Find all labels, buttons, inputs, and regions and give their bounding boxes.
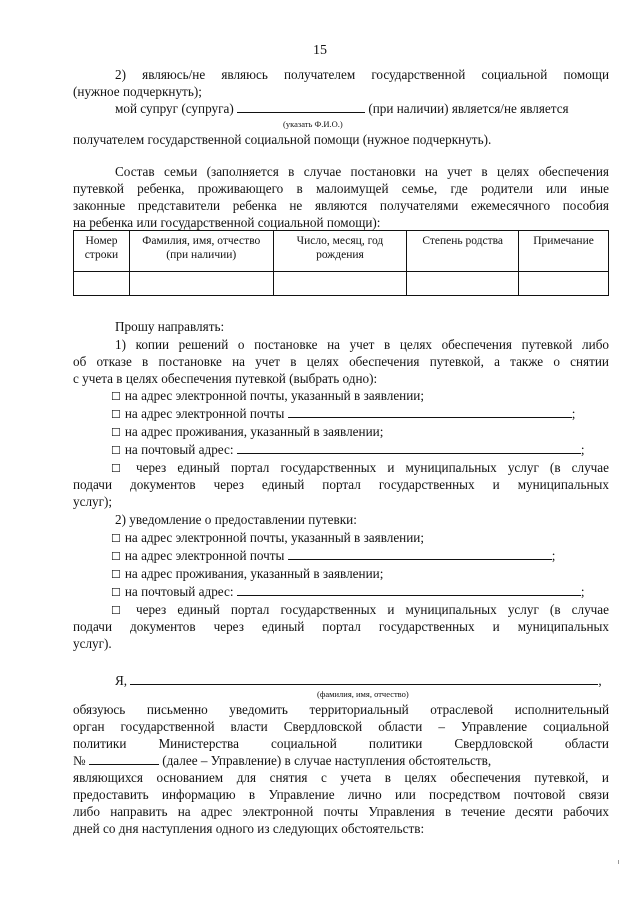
cell-relationship[interactable]	[407, 272, 519, 296]
item1-line-1: 1) копии решений о постановке на учет в целях обеспечения путевкой либо	[115, 337, 609, 352]
item2-option-email-in-app[interactable]: ☐ на адрес электронной почты, указанный в заявлении;	[111, 530, 425, 545]
family-table	[73, 230, 609, 296]
item1-option-portal[interactable]: ☐ через единый портал государственных и муниципальных услуг (в случае	[111, 460, 609, 475]
checkbox-icon[interactable]: ☐	[111, 533, 121, 545]
item1-portal-line-2: подачи документов через единый портал государственных и муниципальных	[73, 477, 609, 492]
request-title: Прошу направлять:	[115, 319, 225, 334]
cell-birth-date[interactable]	[273, 272, 407, 296]
item2-option-postal[interactable]: ☐ на почтовый адрес: ;	[111, 584, 585, 599]
obligation-i-line: Я, ,	[115, 673, 602, 688]
family-table-header	[74, 231, 609, 272]
obligation-line-1: обязуюсь письменно уведомить территориальный отраслевой исполнительный	[73, 702, 609, 717]
item2-option-email[interactable]: ☐ на адрес электронной почты ;	[111, 548, 556, 563]
applicant-name-field[interactable]	[130, 672, 598, 685]
obligation-line-5: являющихся основанием для снятия с учета в целях обеспечения путевкой, и	[73, 770, 609, 785]
postal-address-field[interactable]	[237, 441, 581, 454]
obligation-i: Я,	[115, 673, 128, 688]
cell-full-name[interactable]	[129, 272, 273, 296]
spouse-suffix: (при наличии) является/не является	[368, 101, 569, 116]
checkbox-icon[interactable]: ☐	[111, 463, 121, 475]
header-note: Примечание	[519, 231, 609, 272]
department-number-field[interactable]	[89, 752, 159, 765]
item2-title: 2) уведомление о предоставлении путевки:	[115, 512, 357, 527]
receiver-line-2: (нужное подчеркнуть);	[73, 84, 202, 99]
obligation-line-2: орган государственной власти Свердловской области – Управление социальной	[73, 719, 609, 734]
item2-option-residence[interactable]: ☐ на адрес проживания, указанный в заявлении;	[111, 566, 384, 581]
header-full-name: Фамилия, имя, отчество (при наличии)	[129, 231, 273, 272]
item1-line-3: с учета в целях обеспечения путевкой (выбрать одно):	[73, 371, 378, 386]
email-field[interactable]	[288, 405, 572, 418]
item1-option-email-in-app[interactable]: ☐ на адрес электронной почты, указанный в заявлении;	[111, 388, 425, 403]
email-field[interactable]	[288, 547, 552, 560]
receiver-line-4: получателем государственной социальной помощи (нужное подчеркнуть).	[73, 132, 492, 147]
item2-portal-line-2: подачи документов через единый портал государственных и муниципальных	[73, 619, 609, 634]
spouse-line	[115, 100, 609, 117]
item2-portal-line-3: услуг).	[73, 636, 112, 651]
obligation-line-7: либо направить на адрес электронной почты Управления в течение десяти рабочих	[73, 804, 609, 819]
obligation-line-6: предоставить информацию в Управление лично или посредством почтовой связи	[73, 787, 609, 802]
item1-portal-line-3: услуг);	[73, 494, 113, 509]
page-number: 15	[313, 43, 327, 58]
header-row-number: Номер строки	[74, 231, 130, 272]
receiver-line-1: 2) являюсь/не являюсь получателем государственной социальной помощи	[115, 67, 609, 82]
item1-option-residence[interactable]: ☐ на адрес проживания, указанный в заявлении;	[111, 424, 384, 439]
checkbox-icon[interactable]: ☐	[111, 605, 121, 617]
table-row	[74, 272, 609, 296]
item1-option-postal[interactable]: ☐ на почтовый адрес: ;	[111, 442, 585, 457]
spouse-hint: (указать Ф.И.О.)	[283, 119, 343, 129]
item1-option-email[interactable]: ☐ на адрес электронной почты ;	[111, 406, 576, 421]
checkbox-icon[interactable]: ☐	[111, 569, 121, 581]
checkbox-icon[interactable]: ☐	[111, 587, 121, 599]
header-birth-date: Число, месяц, год рождения	[273, 231, 407, 272]
cell-row-number[interactable]	[74, 272, 130, 296]
checkbox-icon[interactable]: ☐	[111, 445, 121, 457]
number-suffix: (далее – Управление) в случае наступления обстоятельств,	[162, 753, 492, 768]
family-intro-line-2: путевкой ребенка, проживающего в малоимущей семье, где родители или иные	[73, 181, 609, 196]
obligation-number-line	[73, 752, 609, 769]
checkbox-icon[interactable]: ☐	[111, 427, 121, 439]
cell-note[interactable]	[519, 272, 609, 296]
item2-option-portal[interactable]: ☐ через единый портал государственных и муниципальных услуг (в случае	[111, 602, 609, 617]
obligation-line-3: политики Министерства социальной политики Свердловской области	[73, 736, 609, 751]
family-intro-line-3: законные представители ребенка не являются получателями ежемесячного пособия	[73, 198, 609, 213]
spouse-prefix: мой супруг (супруга)	[115, 101, 234, 116]
obligation-line-8: дней со дня наступления одного из следующих обстоятельств:	[73, 821, 425, 836]
number-sign: №	[73, 753, 86, 768]
family-intro-line-4: на ребенка или государственной социальной помощи):	[73, 215, 381, 230]
applicant-name-hint: (фамилия, имя, отчество)	[317, 689, 409, 699]
checkbox-icon[interactable]: ☐	[111, 409, 121, 421]
postal-address-field[interactable]	[237, 583, 581, 596]
family-intro-line-1: Состав семьи (заполняется в случае постановки на учет в целях обеспечения	[115, 164, 609, 179]
checkbox-icon[interactable]: ☐	[111, 391, 121, 403]
header-relationship: Степень родства	[407, 231, 519, 272]
spouse-name-field[interactable]	[237, 100, 365, 113]
scan-speck	[618, 860, 619, 864]
checkbox-icon[interactable]: ☐	[111, 551, 121, 563]
item1-line-2: об отказе в постановке на учет в целях обеспечения путевкой, а также о снятии	[73, 354, 609, 369]
